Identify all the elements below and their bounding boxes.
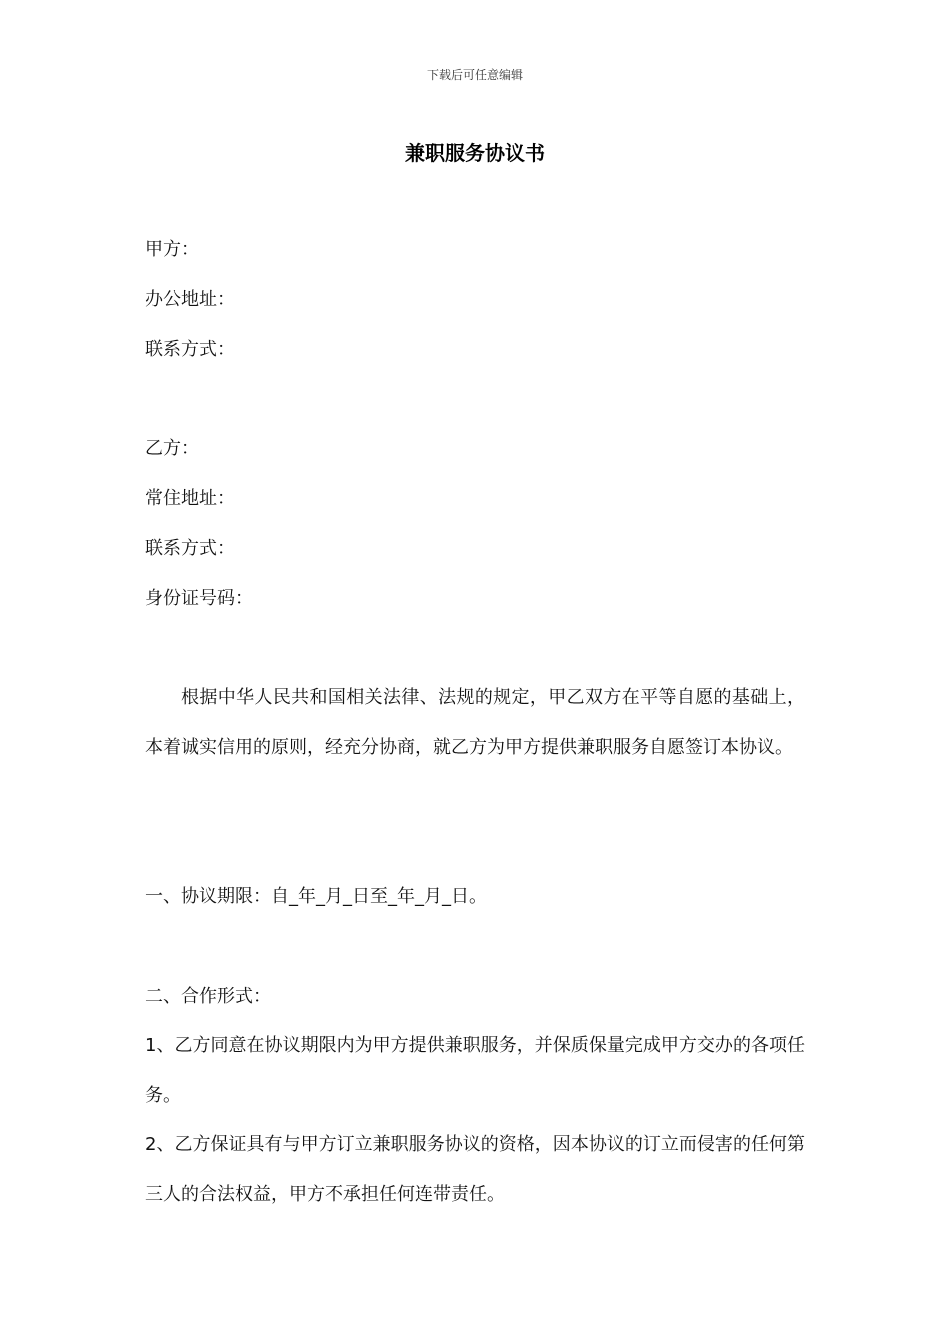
clause-1: 1、乙方同意在协议期限内为甲方提供兼职服务，并保质保量完成甲方交办的各项任务。 <box>145 1035 805 1106</box>
party-a-address-label: 办公地址： <box>145 289 235 310</box>
section-form-heading: 二、合作形式： <box>145 986 271 1007</box>
party-a-label: 甲方： <box>145 239 199 260</box>
header-note: 下载后可任意编辑 <box>426 68 523 82</box>
party-b-contact-label: 联系方式： <box>145 538 235 559</box>
party-b-label: 乙方： <box>145 438 199 459</box>
section-term: 一、协议期限：自_年_月_日至_年_月_日。 <box>145 886 487 907</box>
clause-2: 2、乙方保证具有与甲方订立兼职服务协议的资格，因本协议的订立而侵害的任何第三人的合法权益，甲方不承担任何连带责任。 <box>145 1134 805 1205</box>
party-a-contact-label: 联系方式： <box>145 339 235 360</box>
party-b-id-label: 身份证号码： <box>145 588 253 609</box>
party-b-address-label: 常住地址： <box>145 488 235 509</box>
preamble-paragraph: 根据中华人民共和国相关法律、法规的规定，甲乙双方在平等自愿的基础上，本着诚实信用的原则，经充分协商，就乙方为甲方提供兼职服务自愿签订本协议。 <box>145 687 805 758</box>
document-title: 兼职服务协议书 <box>405 141 545 165</box>
